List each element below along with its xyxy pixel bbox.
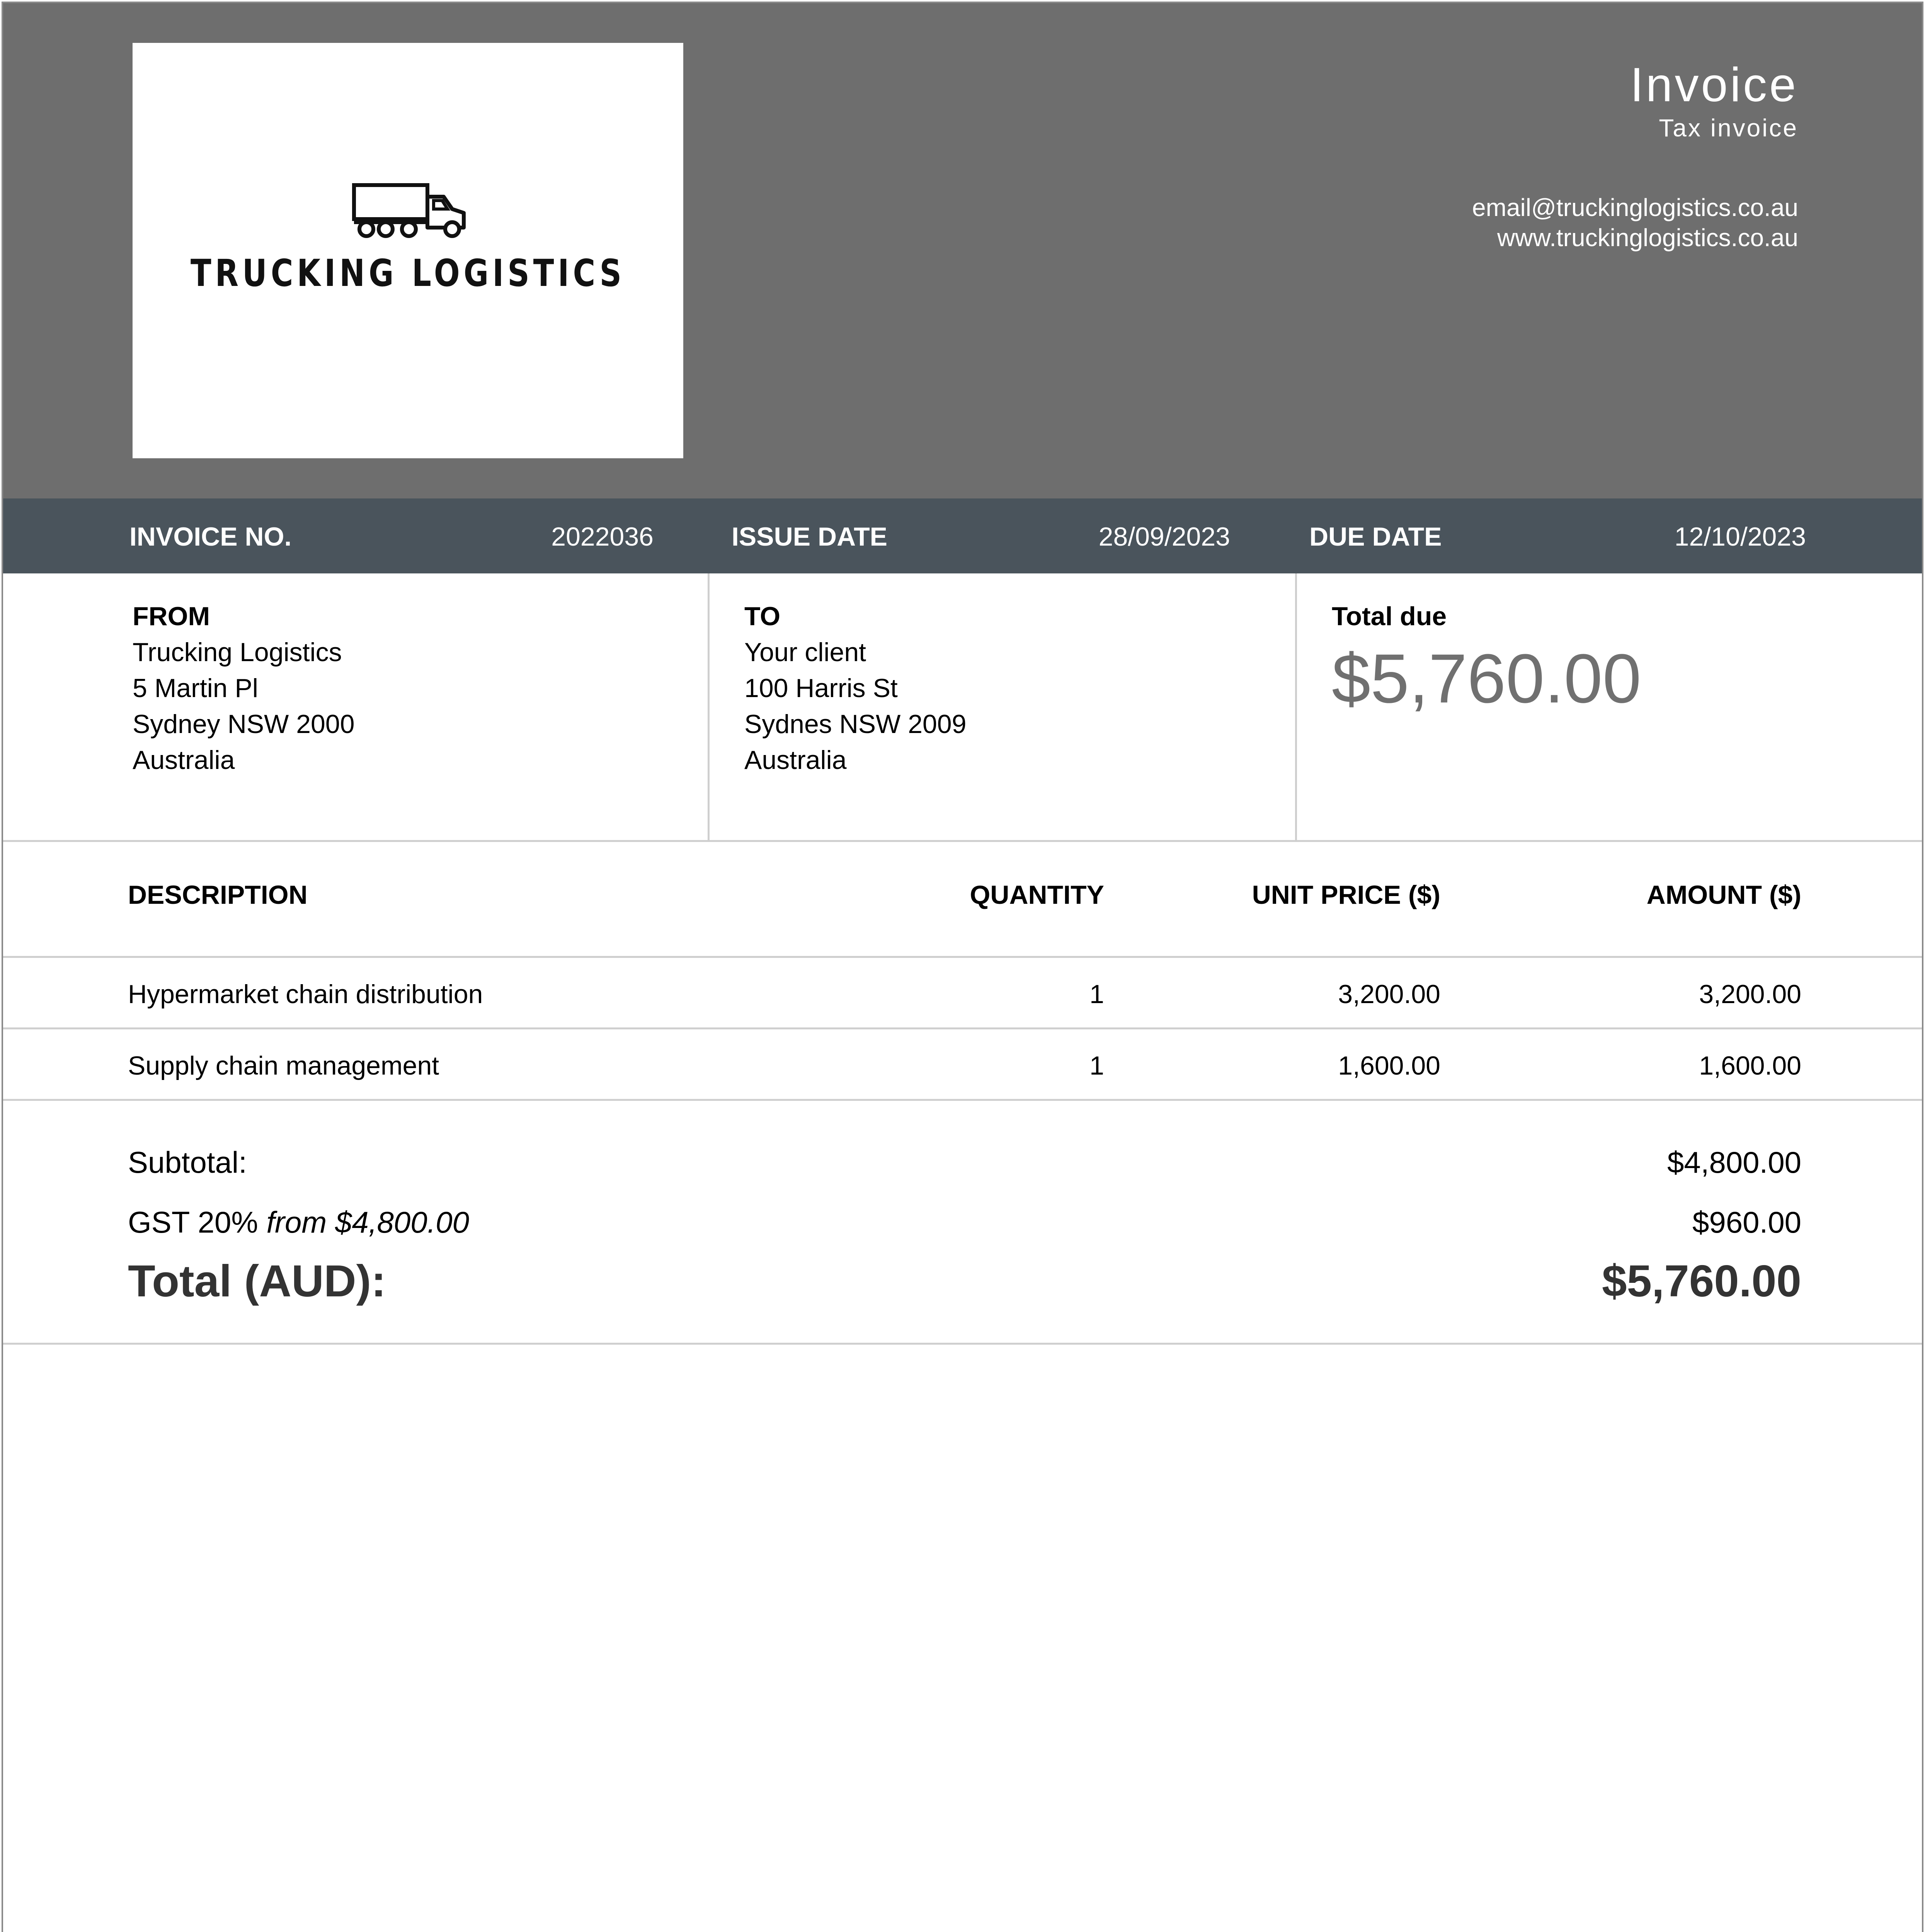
- totals-section: [3, 1100, 1922, 1345]
- item-quantity: 1: [1089, 980, 1104, 1009]
- to-block: [710, 573, 1297, 840]
- col-header-quantity: QUANTITY: [970, 880, 1104, 910]
- item-description: Hypermarket chain distribution: [128, 980, 483, 1009]
- grand-total-label: Total (AUD):: [128, 1256, 386, 1306]
- company-email[interactable]: email@truckinglogistics.co.au: [1472, 194, 1798, 221]
- col-header-unit-price: UNIT PRICE ($): [1252, 880, 1440, 910]
- invoice-meta-bar: [3, 498, 1922, 573]
- to-line: Sydnes NSW 2009: [744, 709, 967, 739]
- company-logo: [133, 43, 683, 458]
- from-line: Sydney NSW 2000: [133, 709, 355, 739]
- invoice-number: 2022036: [551, 522, 654, 551]
- table-header: [3, 840, 1922, 958]
- document-subtitle: Tax invoice: [1659, 114, 1798, 142]
- table-row: [3, 958, 1922, 1029]
- subtotal-label: Subtotal:: [128, 1145, 247, 1179]
- truck-icon: [351, 182, 467, 240]
- col-header-amount: AMOUNT ($): [1646, 880, 1801, 910]
- invoice-header: [3, 3, 1922, 498]
- company-contact: [1472, 192, 1798, 253]
- invoice-number-label: INVOICE NO.: [129, 522, 292, 551]
- table-row: [3, 1029, 1922, 1101]
- from-label: FROM: [133, 602, 210, 631]
- header-info: [1472, 58, 1798, 253]
- total-due-amount: $5,760.00: [1332, 640, 1641, 718]
- to-line: 100 Harris St: [744, 673, 898, 703]
- from-line: Trucking Logistics: [133, 638, 342, 667]
- from-line: 5 Martin Pl: [133, 673, 258, 703]
- gst-label: GST 20%: [128, 1205, 258, 1239]
- line-items-table: [3, 840, 1922, 1101]
- due-date-label: DUE DATE: [1309, 522, 1442, 551]
- item-quantity: 1: [1089, 1051, 1104, 1080]
- from-block: [3, 573, 710, 840]
- company-website[interactable]: www.truckinglogistics.co.au: [1497, 224, 1798, 252]
- item-description: Supply chain management: [128, 1051, 439, 1080]
- item-amount: 1,600.00: [1699, 1051, 1801, 1080]
- to-line: Your client: [744, 638, 866, 667]
- item-amount: 3,200.00: [1699, 980, 1801, 1009]
- col-header-description: DESCRIPTION: [128, 880, 308, 910]
- due-date: 12/10/2023: [1674, 522, 1806, 551]
- invoice-page: [2, 2, 1923, 1932]
- item-unit-price: 1,600.00: [1338, 1051, 1440, 1080]
- grand-total-value: $5,760.00: [1602, 1256, 1801, 1306]
- to-label: TO: [744, 602, 781, 631]
- gst-basis: from $4,800.00: [266, 1205, 470, 1239]
- logo-wordmark: TRUCKING LOGISTICS: [190, 252, 626, 295]
- total-due-label: Total due: [1332, 602, 1447, 631]
- total-due-block: [1297, 573, 1923, 840]
- issue-date-label: ISSUE DATE: [732, 522, 888, 551]
- item-unit-price: 3,200.00: [1338, 980, 1440, 1009]
- gst-value: $960.00: [1692, 1205, 1801, 1239]
- document-title: Invoice: [1630, 58, 1798, 112]
- parties-section: [3, 573, 1922, 842]
- subtotal-value: $4,800.00: [1667, 1145, 1801, 1179]
- to-line: Australia: [744, 745, 847, 775]
- gst-label-group: [128, 1205, 469, 1240]
- issue-date: 28/09/2023: [1098, 522, 1230, 551]
- from-line: Australia: [133, 745, 235, 775]
